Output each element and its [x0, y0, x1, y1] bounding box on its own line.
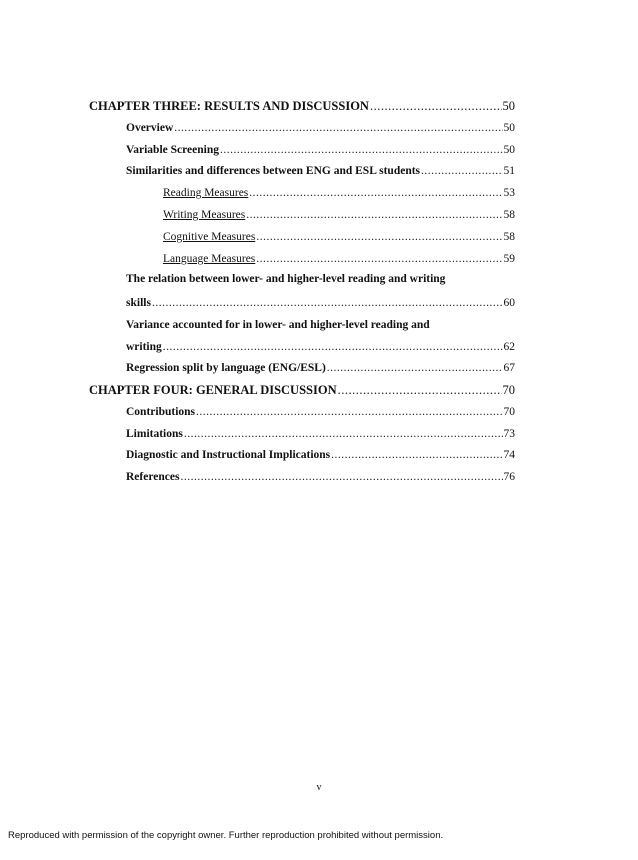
toc-leader-dots	[220, 143, 503, 157]
toc-page-number: 70	[503, 406, 515, 418]
toc-leader-dots	[246, 208, 502, 222]
toc-page-number: 50	[503, 122, 515, 134]
toc-entry-diagnostic	[126, 448, 515, 462]
toc-entry-overview	[126, 121, 515, 135]
toc-entry-relation	[126, 296, 515, 310]
toc-page-number: 76	[503, 471, 515, 483]
toc-entry-label: Variable Screening	[126, 144, 219, 156]
toc-page-number: 59	[503, 253, 515, 265]
toc-entry-variance	[126, 340, 515, 354]
toc-page-number: 58	[503, 209, 515, 221]
toc-leader-dots	[174, 121, 502, 135]
toc-entry-label: Overview	[126, 122, 174, 134]
toc-entry-label: Diagnostic and Instructional Implications	[126, 449, 331, 461]
toc-page-number: 70	[502, 383, 515, 397]
copyright-footer: Reproduced with permission of the copyright owner. Further reproduction prohibited without permission.	[8, 830, 444, 841]
toc-entry-variable-screening	[126, 143, 515, 157]
toc-leader-dots	[196, 405, 502, 419]
toc-leader-dots	[421, 164, 502, 178]
toc-page-number: 60	[503, 297, 515, 309]
toc-entry-variance-line1: Variance accounted for in lower- and higher-level reading and	[126, 319, 430, 331]
toc-page-number: 58	[503, 231, 515, 243]
toc-entry-label: References	[126, 471, 180, 483]
toc-leader-dots	[256, 230, 502, 244]
toc-leader-dots	[370, 99, 502, 113]
toc-entry-label: skills	[126, 297, 151, 309]
toc-entry-regression	[126, 361, 515, 375]
toc-leader-dots	[338, 383, 502, 397]
toc-entry-language-measures	[163, 252, 515, 266]
toc-leader-dots	[256, 252, 502, 266]
toc-page-number: 51	[503, 165, 515, 177]
page-number: v	[316, 782, 322, 793]
toc-page-number: 50	[502, 99, 515, 113]
toc-page-number: 73	[503, 428, 515, 440]
toc-page-number: 74	[503, 449, 515, 461]
toc-entry-limitations	[126, 427, 515, 441]
toc-entry-label: writing	[126, 341, 162, 353]
toc-entry-cognitive-measures	[163, 230, 515, 244]
toc-leader-dots	[331, 448, 502, 462]
toc-entry-writing-measures	[163, 208, 515, 222]
toc-entry-references	[126, 470, 515, 484]
toc-leader-dots	[152, 296, 503, 310]
toc-entry-label: Contributions	[126, 406, 196, 418]
toc-entry-label: CHAPTER FOUR: GENERAL DISCUSSION	[89, 383, 337, 397]
toc-entry-contributions	[126, 405, 515, 419]
toc-leader-dots	[184, 427, 503, 441]
toc-leader-dots	[163, 340, 503, 354]
toc-entry-label: Language Measures	[163, 253, 256, 265]
toc-entry-label: Similarities and differences between ENG and ESL students	[126, 165, 421, 177]
toc-page-number: 50	[503, 144, 515, 156]
toc-entry-chapter-four	[89, 383, 515, 397]
toc-entry-similarities	[126, 164, 515, 178]
toc-entry-reading-measures	[163, 186, 515, 200]
toc-page-number: 53	[503, 187, 515, 199]
toc-entry-relation-line1: The relation between lower- and higher-level reading and writing	[126, 273, 446, 285]
toc-entry-label: Cognitive Measures	[163, 231, 256, 243]
toc-entry-label: Limitations	[126, 428, 183, 440]
toc-page-number: 67	[503, 362, 515, 374]
toc-leader-dots	[180, 470, 502, 484]
toc-leader-dots	[327, 361, 503, 375]
toc-leader-dots	[249, 186, 502, 200]
toc-entry-label: Writing Measures	[163, 209, 246, 221]
toc-entry-label: CHAPTER THREE: RESULTS AND DISCUSSION	[89, 99, 369, 113]
toc-entry-chapter-three	[89, 99, 515, 113]
toc-entry-label: Reading Measures	[163, 187, 249, 199]
toc-entry-label: Regression split by language (ENG/ESL)	[126, 362, 326, 374]
toc-page-number: 62	[503, 341, 515, 353]
